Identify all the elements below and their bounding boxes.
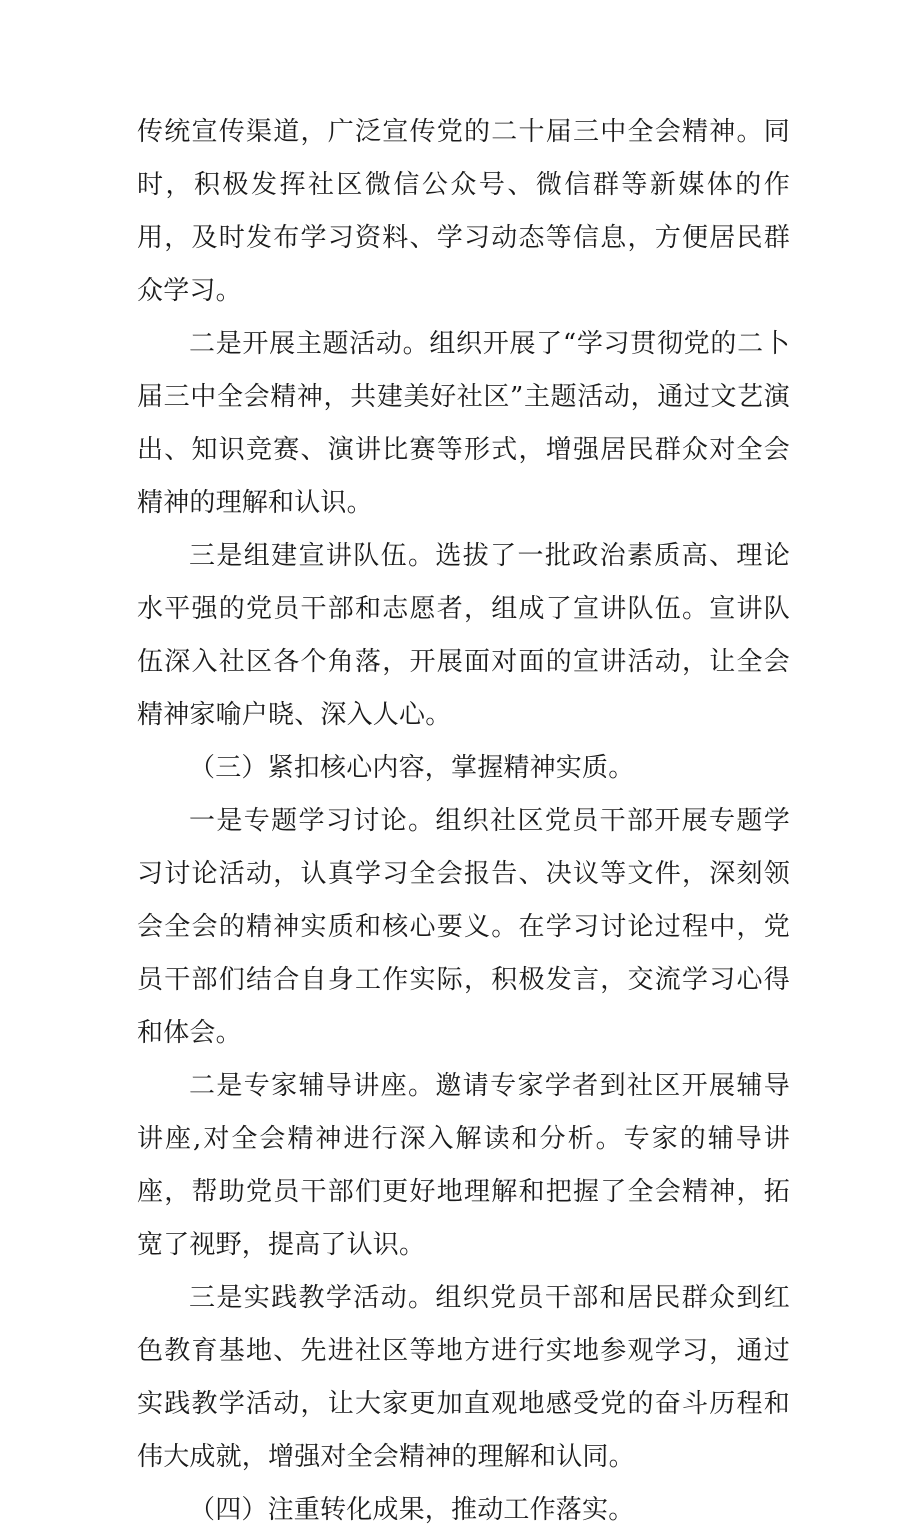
paragraph-lecture-team: 三是组建宣讲队伍。选拔了一批政治素质高、理论水平强的党员干部和志愿者，组成了宣讲队伍。宣讲队伍深入社区各个角落，开展面对面的宣讲活动，让全会精神家喻户晓、深入人心。 xyxy=(137,541,790,730)
paragraph-expert-lecture: 二是专家辅导讲座。邀请专家学者到社区开展辅导讲座,对全会精神进行深入解读和分析。专家的辅导讲座，帮助党员干部们更好地理解和把握了全会精神，拓宽了视野，提高了认识。 xyxy=(137,1071,790,1260)
paragraph-practice-teaching: 三是实践教学活动。组织党员干部和居民群众到红色教育基地、先进社区等地方进行实地参观学习，通过实践教学活动，让大家更加直观地感受党的奋斗历程和伟大成就，增强对全会精神的理解和认同。 xyxy=(137,1283,790,1472)
document-body xyxy=(137,106,790,1537)
paragraph-continued: 传统宣传渠道，广泛宣传党的二十届三中全会精神。同时，积极发挥社区微信公众号、微信群等新媒体的作用，及时发布学习资料、学习动态等信息，方便居民群众学习。 xyxy=(137,117,790,306)
paragraph-topic-discussion: 一是专题学习讨论。组织社区党员干部开展专题学习讨论活动，认真学习全会报告、决议等文件，深刻领会全会的精神实质和核心要义。在学习讨论过程中，党员干部们结合自身工作实际，积极发言，交流学习心得和体会。 xyxy=(137,806,790,1048)
section-heading-four: （四）注重转化成果，推动工作落实。 xyxy=(189,1495,635,1525)
paragraph-theme-activities: 二是开展主题活动。组织开展了“学习贯彻党的二卜届三中全会精神，共建美好社区”主题活动，通过文艺演出、知识竞赛、演讲比赛等形式，增强居民群众对全会精神的理解和认识。 xyxy=(137,329,790,518)
section-heading-three: （三）紧扣核心内容，掌握精神实质。 xyxy=(189,753,635,783)
